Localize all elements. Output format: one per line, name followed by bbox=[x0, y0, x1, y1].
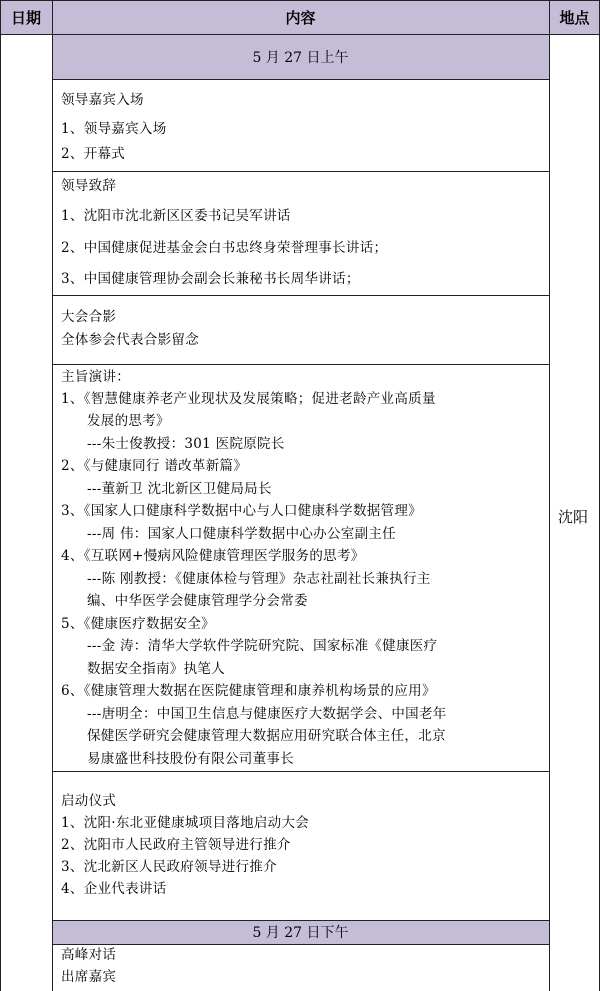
border-sec3-bottom bbox=[52, 364, 549, 365]
header-location: 地点 bbox=[549, 0, 600, 34]
sec4-title: 主旨演讲： bbox=[61, 369, 130, 385]
afternoon-date-bar: 5 月 27 日下午 bbox=[52, 920, 549, 944]
sec5-item: 1、沈阳·东北亚健康城项目落地启动大会 bbox=[61, 815, 310, 831]
sec4-line: 3、《国家人口健康科学数据中心与人口健康科学数据管理》 bbox=[61, 503, 422, 519]
sec4-line: ---朱士俊教授：301 医院原院长 bbox=[87, 436, 285, 452]
sec5-item: 4、企业代表讲话 bbox=[61, 881, 167, 897]
sec4-line: 1、《智慧健康养老产业现状及发展策略；促进老龄产业高质量 bbox=[61, 391, 436, 407]
border-afternoon-bottom bbox=[52, 944, 549, 945]
sec4-line: 数据安全指南》执笔人 bbox=[87, 661, 225, 677]
sec5-title: 启动仪式 bbox=[61, 793, 117, 809]
sec2-title: 领导致辞 bbox=[61, 178, 117, 194]
sec4-line: 发展的思考》 bbox=[87, 413, 170, 429]
header-date: 日期 bbox=[0, 0, 52, 34]
sec4-line: 易康盛世科技股份有限公司董事长 bbox=[87, 751, 294, 767]
border-header-bottom bbox=[0, 34, 600, 35]
sec5-item: 2、沈阳市人民政府主管领导进行推介 bbox=[61, 837, 291, 853]
sec4-line: ---金 涛：清华大学软件学院研究院、国家标准《健康医疗 bbox=[87, 638, 438, 654]
sec1-item: 1、领导嘉宾入场 bbox=[61, 121, 167, 137]
border-sec5-bottom bbox=[52, 920, 549, 921]
border-top bbox=[0, 0, 600, 1]
sec1-item: 2、开幕式 bbox=[61, 146, 126, 162]
border-left bbox=[0, 0, 1, 991]
sec4-line: 5、《健康医疗数据安全》 bbox=[61, 616, 215, 632]
sec4-line: 编、中华医学会健康管理学分会常委 bbox=[87, 593, 308, 609]
border-sec2-bottom bbox=[52, 295, 549, 296]
border-sec1-bottom bbox=[52, 171, 549, 172]
sec3-desc: 全体参会代表合影留念 bbox=[61, 332, 199, 348]
sec2-item: 2、中国健康促进基金会白书忠终身荣誉理事长讲话； bbox=[61, 240, 388, 256]
sec2-item: 3、中国健康管理协会副会长兼秘书长周华讲话； bbox=[61, 271, 360, 287]
border-sec4-bottom bbox=[52, 771, 549, 772]
location-cell: 沈阳 bbox=[558, 508, 589, 526]
sec1-title: 领导嘉宾入场 bbox=[61, 92, 144, 108]
sec4-line: ---董新卫 沈北新区卫健局局长 bbox=[87, 481, 272, 497]
sec4-line: ---周 伟：国家人口健康科学数据中心办公室副主任 bbox=[87, 526, 396, 542]
sec5-item: 3、沈北新区人民政府领导进行推介 bbox=[61, 859, 277, 875]
sec4-line: ---陈 刚教授：《健康体检与管理》杂志社副社长兼执行主 bbox=[87, 571, 431, 587]
sec4-line: 6、《健康管理大数据在医院健康管理和康养机构场景的应用》 bbox=[61, 683, 436, 699]
sec6-title: 高峰对话 bbox=[61, 947, 117, 963]
border-morning-bottom bbox=[52, 79, 549, 80]
sec3-title: 大会合影 bbox=[61, 309, 117, 325]
border-col2 bbox=[549, 0, 550, 991]
border-col1 bbox=[52, 0, 53, 991]
morning-date-bar: 5 月 27 日上午 bbox=[52, 34, 549, 79]
sec2-item: 1、沈阳市沈北新区区委书记吴军讲话 bbox=[61, 208, 291, 224]
sec4-line: 2、《与健康同行 谱改革新篇》 bbox=[61, 458, 248, 474]
sec6-desc: 出席嘉宾 bbox=[61, 969, 117, 985]
sec4-line: 4、《互联网+慢病风险健康管理医学服务的思考》 bbox=[61, 548, 365, 564]
sec4-line: 保健医学研究会健康管理大数据应用研究联合体主任，北京 bbox=[87, 728, 446, 744]
header-content: 内容 bbox=[52, 0, 549, 34]
sec4-line: ---唐明全：中国卫生信息与健康医疗大数据学会、中国老年 bbox=[87, 706, 447, 722]
